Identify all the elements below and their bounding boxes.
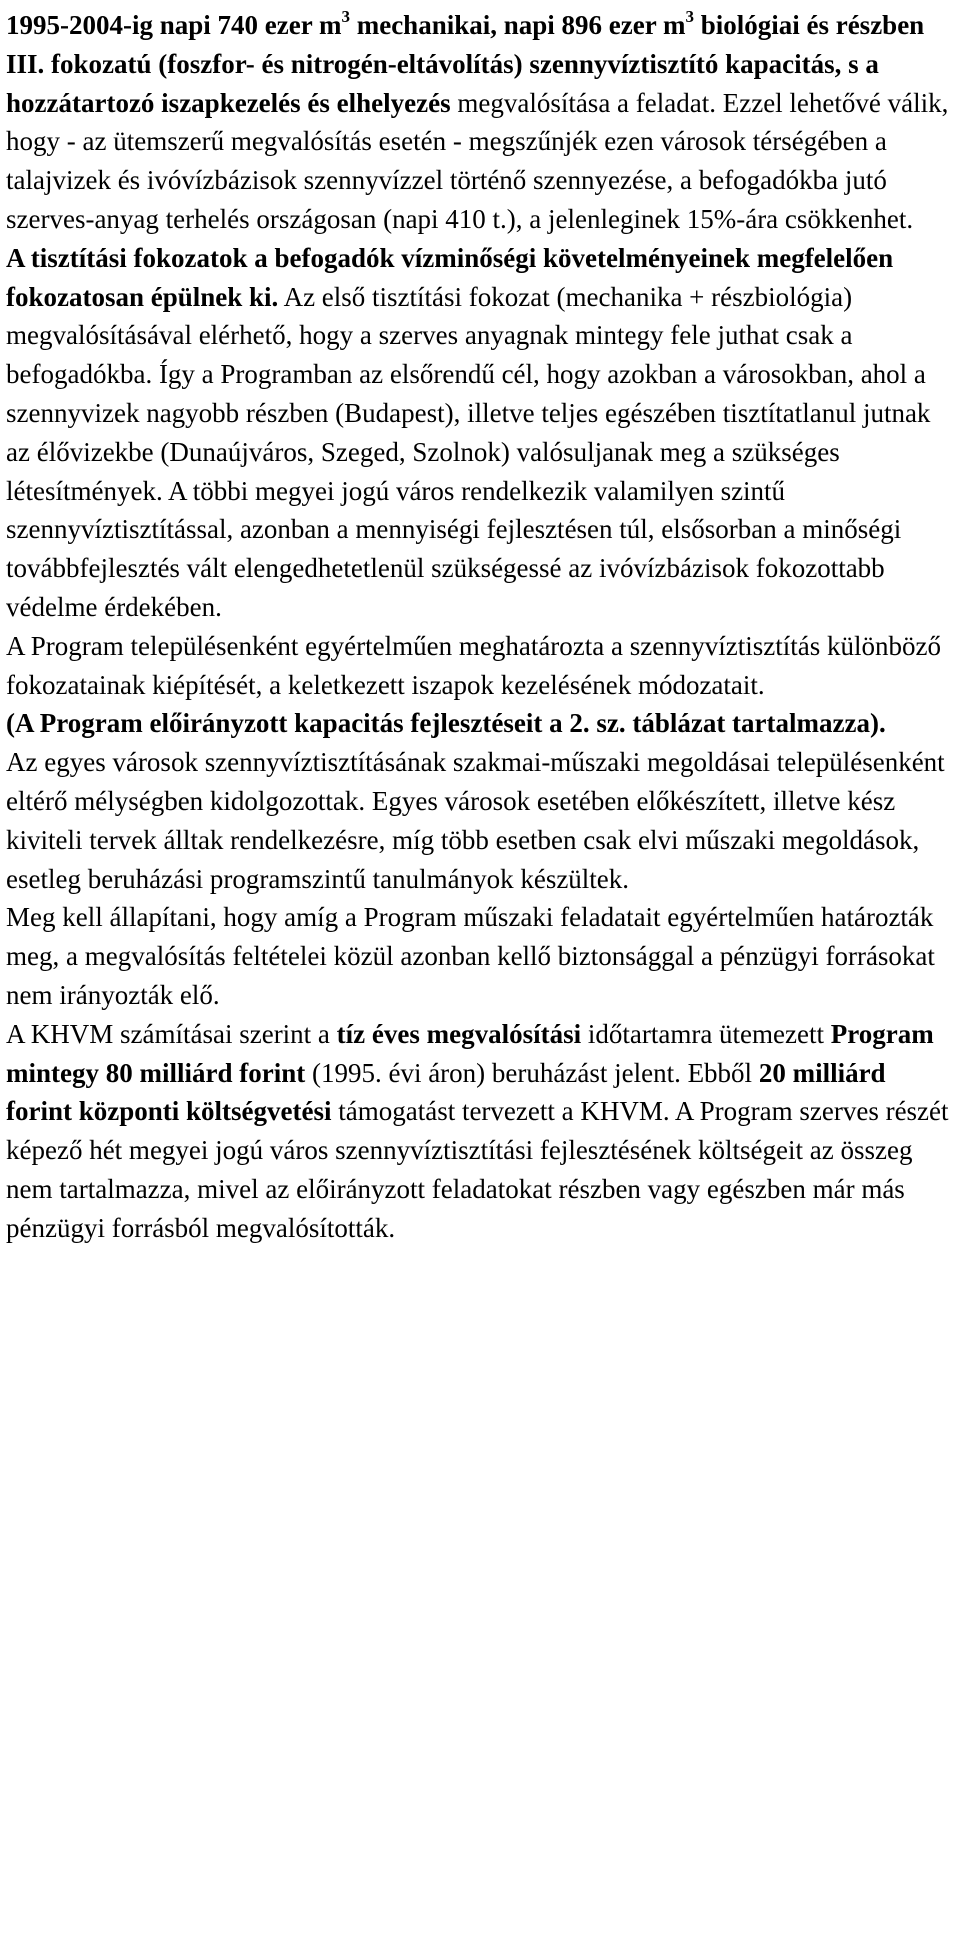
- paragraph-3: [6, 627, 954, 705]
- text-run: Az egyes városok szennyvíztisztításának szakmai-műszaki megoldásai településenként eltérő mélységben kidolgozottak. Egyes városok esetében előkészített, illetve kész kiviteli tervek álltak rendelkezésre, míg több esetben csak elvi műszaki megoldások, esetleg beruházási programszintű tanulmányok készültek.: [6, 747, 945, 894]
- text-run: Az első tisztítási fokozat (mechanika + részbiológia) megvalósításával elérhető, hogy a szerves anyagnak mintegy fele juthat csak a befogadókba. Így a Programban az elsőrendű cél, hogy azokban a városokban, ahol a szennyvizek nagyobb részben (Budapest), illetve teljes egészében tisztítatlanul jutnak az élővizekbe (Dunaújváros, Szeged, Szolnok) valósuljanak meg a szükséges létesítmények. A többi megyei jogú város rendelkezik valamilyen szintű szennyvíztisztítással, azonban a mennyiségi fejlesztésen túl, elsősorban a minőségi továbbfejlesztés vált elengedhetetlenül szükségessé az ivóvízbázisok fokozottabb védelme érdekében.: [6, 281, 931, 622]
- text-run: A KHVM számításai szerint a: [6, 1018, 337, 1049]
- bold-text-run: A tisztítási fokozatok a befogadók vízminőségi követelményeinek megfelelően fokozatosan épülnek ki.: [6, 242, 894, 312]
- superscript: [341, 7, 350, 26]
- text-run: időtartamra ütemezett: [581, 1018, 831, 1049]
- text-run: megvalósítása a feladat. Ezzel lehetővé válik, hogy - az ütemszerű megvalósítás esetén - megszűnjék ezen városok térségében a talajvizek és ivóvízbázisok szennyvízzel történő szennyezése, a befogadókba jutó szerves-anyag terhelés országosan (napi 410 t.), a jelenleginek 15%-ára csökkenhet.: [6, 87, 949, 234]
- paragraph-1: [6, 6, 954, 239]
- bold-text-run: napi 740 ezer m: [152, 10, 342, 40]
- superscript: [685, 7, 694, 26]
- superscript-text: 3: [341, 7, 350, 26]
- text-run: A Program településenként egyértelműen meghatározta a szennyvíztisztítás különböző fokozatainak kiépítését, a keletkezett iszapok kezelésének módozatait.: [6, 630, 941, 700]
- bold-text-run: 20 milliárd forint központi költségvetési: [6, 1057, 886, 1127]
- text-run: támogatást tervezett a KHVM. A Program szerves részét képező hét megyei jogú város szennyvíztisztítási fejlesztésének költségeit az összeg nem tartalmazza, mivel az előirányzott feladatokat részben vagy egészben már más pénzügyi forrásból megvalósították.: [6, 1096, 949, 1243]
- bold-text-run: tíz éves megvalósítási: [336, 1018, 582, 1049]
- superscript-text: 3: [685, 7, 694, 26]
- text-run: (1995. évi áron) beruházást jelent. Ebből: [305, 1057, 759, 1088]
- paragraph-5: [6, 743, 954, 898]
- bold-text-run: Program mintegy 80 milliárd forint: [6, 1018, 934, 1088]
- bold-text-run: 1995-2004-ig: [6, 10, 153, 40]
- bold-text-run: biológiai és részben III. fokozatú (foszfor- és nitrogén-eltávolítás) szennyvíztisztító kapacitás, s a hozzátartozó iszapkezelés és elhelyezés: [6, 10, 925, 118]
- bold-text-run: mechanikai, napi 896 ezer m: [349, 10, 686, 40]
- paragraph-4: [6, 704, 954, 743]
- text-run: Meg kell állapítani, hogy amíg a Program műszaki feladatait egyértelműen határozták meg, a megvalósítás feltételei közül azonban kellő biztonsággal a pénzügyi forrásokat nem irányozták elő.: [6, 902, 935, 1010]
- paragraph-2: [6, 239, 954, 627]
- paragraph-7: [6, 1015, 954, 1248]
- paragraph-6: [6, 898, 954, 1014]
- bold-text-run: (A Program előirányzott kapacitás fejlesztéseit a 2. sz. táblázat tartalmazza).: [6, 708, 886, 739]
